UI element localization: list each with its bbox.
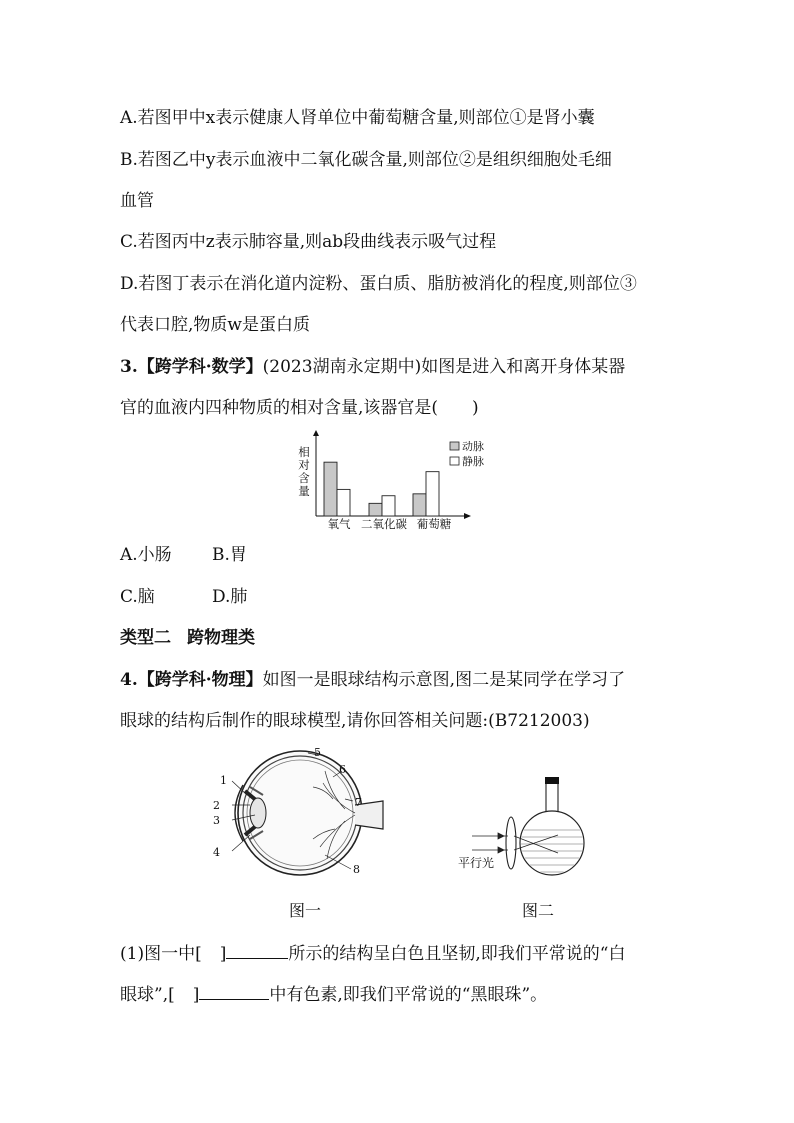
- q4-1-text-b: ]: [219, 944, 227, 964]
- bar-2-artery: [369, 503, 382, 516]
- q2-option-b-line2: 血管: [120, 191, 154, 211]
- q4-1-text-f: 中有色素,即我们平常说的“黑眼珠”。: [269, 985, 548, 1005]
- eyeball-model-diagram: [458, 775, 608, 890]
- x-axis-arrow: [464, 513, 471, 519]
- section-heading: [120, 626, 255, 650]
- x-tick-label-2: 二氧化碳: [361, 517, 407, 531]
- bar-1-vein: [337, 489, 350, 516]
- q2-option-d-line2: 代表口腔,物质w是蛋白质: [120, 315, 310, 335]
- eye-label-1: 1: [220, 774, 227, 787]
- legend-swatch-1: [450, 442, 459, 450]
- flask-stopper: [545, 777, 559, 784]
- q2-option-c: C.若图丙中z表示肺容量,则ab段曲线表示吸气过程: [120, 232, 497, 252]
- q3-options-row1: [120, 543, 247, 567]
- q3-options-row2: [120, 585, 247, 609]
- q3-tag: 【跨学科·数学】: [137, 357, 263, 377]
- q3-option-c: C.脑: [120, 587, 155, 607]
- q4-tag: 【跨学科·物理】: [137, 670, 263, 690]
- y-label-char-3: 含: [298, 471, 310, 485]
- q3-stem-line1: [120, 355, 625, 379]
- x-tick-label-1: 氧气: [327, 517, 351, 531]
- q4-stem-line1: [120, 668, 625, 692]
- eye-label-8: 8: [353, 863, 360, 876]
- y-axis-arrow: [313, 430, 319, 436]
- q3-option-a: A.小肠: [120, 545, 172, 565]
- q4-1-line2: [120, 981, 547, 1007]
- y-label-char-2: 对: [298, 458, 310, 472]
- q3-stem-line2: 官的血液内四种物质的相对含量,该器官是( ): [120, 398, 479, 418]
- legend-swatch-2: [450, 457, 459, 465]
- x-tick-labels: [328, 517, 452, 531]
- flask-body: [520, 811, 584, 875]
- lens: [250, 798, 266, 828]
- chart-legend: [450, 439, 484, 468]
- bar-1-artery: [324, 462, 337, 516]
- flask-neck: [546, 784, 558, 813]
- q4-1-text-e: ]: [192, 985, 200, 1005]
- x-tick-label-3: 葡萄糖: [416, 517, 452, 531]
- figure-1-caption: 图一: [289, 901, 322, 920]
- answer-blank-2[interactable]: [199, 981, 269, 1000]
- q2-option-d-line1: D.若图丁表示在消化道内淀粉、蛋白质、脂肪被消化的程度,则部位③: [120, 274, 637, 294]
- q4-number: 4.: [120, 670, 138, 690]
- q4-text-1: 如图一是眼球结构示意图,图二是某同学在学习了: [262, 670, 626, 690]
- bar-3-artery: [413, 494, 426, 516]
- q3-option-d: D.肺: [212, 587, 248, 607]
- q4-1-text-d: 眼球”,[: [120, 985, 175, 1005]
- eye-structure-diagram: [205, 743, 385, 883]
- section-title: 跨物理类: [187, 628, 255, 648]
- bar-2-vein: [382, 496, 395, 516]
- bar-chart: [296, 430, 484, 532]
- legend-label-2: 静脉: [462, 455, 484, 468]
- q3-option-b: B.胃: [212, 545, 247, 565]
- answer-blank-1[interactable]: [226, 940, 288, 959]
- eye-label-5: 5: [314, 746, 321, 759]
- chart-bars: [324, 462, 439, 516]
- section-label: 类型二: [120, 628, 171, 648]
- q4-1-text-c: 所示的结构呈白色且坚韧,即我们平常说的“白: [288, 944, 626, 964]
- eye-label-6: 6: [339, 763, 346, 776]
- y-label-char-4: 量: [298, 484, 310, 498]
- q4-1-line1: [120, 940, 625, 966]
- eye-label-2: 2: [213, 799, 220, 812]
- figure-2-caption: 图二: [522, 901, 555, 920]
- q2-option-b-line1: B.若图乙中y表示血液中二氧化碳含量,则部位②是组织细胞处毛细: [120, 150, 612, 170]
- parallel-light-label: 平行光: [458, 856, 495, 870]
- q3-text-1: (2023湖南永定期中)如图是进入和离开身体某器: [262, 357, 626, 377]
- bar-3-vein: [426, 472, 439, 516]
- legend-label-1: 动脉: [462, 440, 484, 453]
- q4-stem-line2: 眼球的结构后制作的眼球模型,请你回答相关问题:(B7212003): [120, 711, 590, 731]
- q3-number: 3.: [120, 357, 138, 377]
- y-axis-label: [298, 445, 310, 498]
- convex-lens: [506, 817, 516, 869]
- eye-label-7: 7: [355, 796, 362, 809]
- eye-label-3: 3: [213, 814, 220, 827]
- y-label-char-1: 相: [298, 445, 310, 459]
- q4-1-text-a: (1)图一中[: [120, 944, 202, 964]
- q2-option-a: A.若图甲中x表示健康人肾单位中葡萄糖含量,则部位①是肾小囊: [120, 108, 595, 128]
- eye-label-4: 4: [213, 846, 220, 859]
